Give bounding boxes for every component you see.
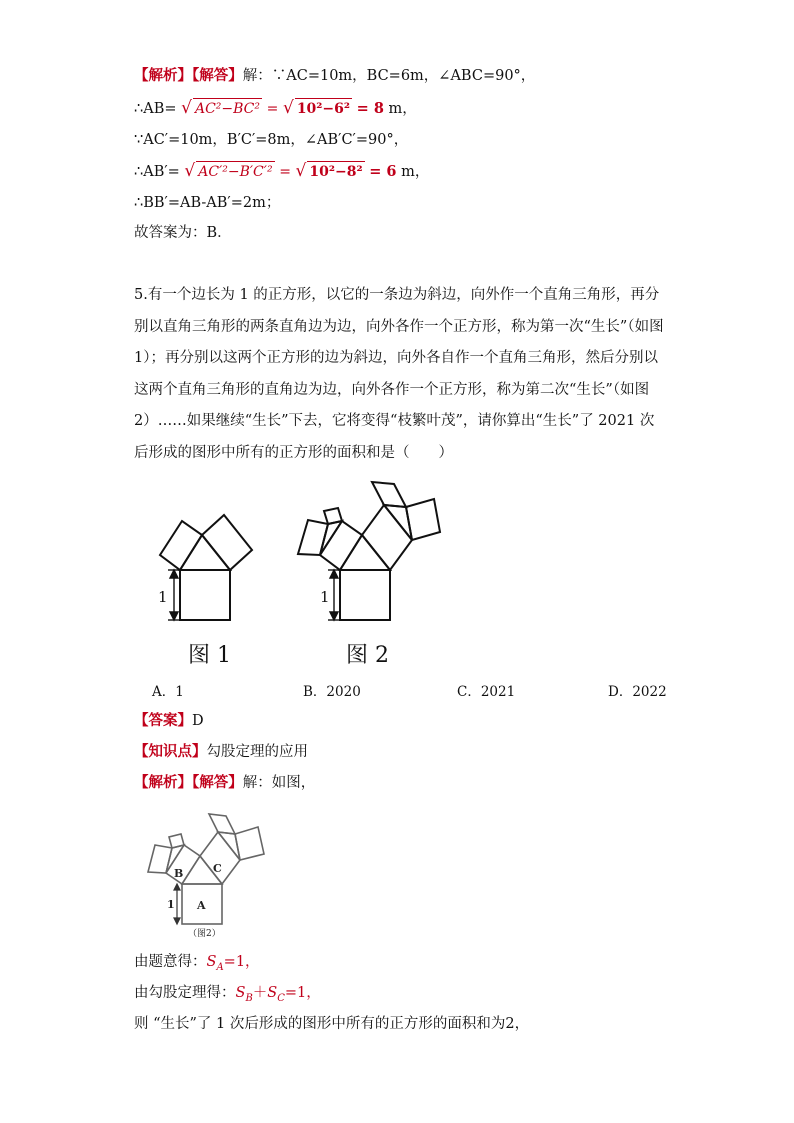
solution2-line2 xyxy=(134,983,321,1009)
solution2-l3-value: 2， xyxy=(505,1016,530,1032)
solution1-line6: 故答案为：B． xyxy=(134,225,232,241)
solution2-tag: 【解析】【解答】 xyxy=(134,774,243,791)
fig2-dim-label: 1 xyxy=(320,588,330,606)
solution2-l1-s: S xyxy=(206,954,217,970)
solution2-l2-sub1: B xyxy=(245,992,253,1004)
sqrt-icon: √ xyxy=(181,98,192,118)
sqrt-icon: √ xyxy=(282,98,294,118)
solution1-line2 xyxy=(134,98,417,119)
arrow-up-icon xyxy=(174,884,180,890)
knowledge-value: 勾股定理的应用 xyxy=(206,744,308,760)
solution1-l4-eq: = xyxy=(279,164,291,180)
arrow-down-icon xyxy=(174,918,180,924)
arrow-down-icon xyxy=(330,612,338,620)
fig3-label-one: 1 xyxy=(167,898,175,911)
fig2-left-sub2 xyxy=(324,508,342,524)
fig2-base-square xyxy=(340,570,390,620)
figure1-diagram xyxy=(150,490,280,630)
solution2-l2-sub2: C xyxy=(277,992,285,1004)
fig3-square-c xyxy=(200,832,240,884)
solution1-l4-prefix: ∴AB′= xyxy=(134,164,180,180)
fig2-right-sub2 xyxy=(406,499,440,540)
solution1-line5: ∴BB′=AB-AB′=2m； xyxy=(134,195,281,211)
solution2-l1-sub: A xyxy=(216,961,224,973)
fig2-right-square xyxy=(362,505,412,570)
solution1-l2-result: = 8 xyxy=(356,100,384,117)
solution1-line1 xyxy=(134,66,535,86)
knowledge-line xyxy=(134,742,308,762)
arrow-up-icon xyxy=(170,570,178,578)
answer-tag: 【答案】 xyxy=(134,712,192,729)
solution1-line3: ∵AC′=10m，B′C′=8m，∠AB′C′=90°， xyxy=(134,132,409,148)
solution1-l2-prefix: ∴AB= xyxy=(134,101,177,117)
fig3-caption: （图2） xyxy=(188,929,221,939)
solution2-rest: 解：如图， xyxy=(242,775,316,791)
solution2-l2-s2: S xyxy=(267,985,278,1001)
option-a: A．1 xyxy=(152,684,184,700)
fig1-base-square xyxy=(180,570,230,620)
fig3-left-sub2 xyxy=(169,834,184,848)
figure3-diagram xyxy=(140,812,275,942)
solution1-l4-unit: m， xyxy=(401,164,430,180)
knowledge-tag: 【知识点】 xyxy=(134,743,207,760)
solution1-tag: 【解析】【解答】 xyxy=(134,67,243,84)
arrow-up-icon xyxy=(330,570,338,578)
solution2-l2-plus: ＋ xyxy=(252,985,268,1001)
solution2-l1-rest: =1， xyxy=(223,954,260,970)
figure2-caption: 图 2 xyxy=(346,643,389,668)
solution1-line4 xyxy=(134,161,429,182)
solution1-l4-rad2: 10²−8² xyxy=(307,161,364,182)
solution2-l2-s1: S xyxy=(235,985,246,1001)
sqrt-icon: √ xyxy=(184,161,196,181)
question5-text: 5.有一个边长为 1 的正方形，以它的一条边为斜边，向外作一个直角三角形，再分别以直角三角形的两条直角边为边，向外各作一个正方形，称为第一次“生长”（如图 1）；再分别以这两个正方形的边为斜边，向外各自作一个直角三角形，然后分别以这两个直角三角形的直角边为边，向外各作一个正方形，称为第二次“生长”（如图 2）……如果继续“生长”下去，它将变得“枝繁叶茂”，请你算出“生长”了 2021 次后形成的图形中所有的正方形的面积和是（ ） xyxy=(134,287,664,461)
solution2-l2-rest: =1， xyxy=(284,985,321,1001)
solution1-l4-result: = 6 xyxy=(369,163,397,180)
solution1-line1-text: 解：∵AC=10m，BC=6m，∠ABC=90°， xyxy=(242,68,536,84)
solution2-l3-prefix: 则 “生长”了 1 次后形成的图形中所有的正方形的面积和为 xyxy=(134,1016,506,1032)
fig3-label-b: B xyxy=(174,867,184,880)
fig1-dim-label: 1 xyxy=(158,588,168,606)
fig3-label-c: C xyxy=(213,862,222,875)
solution2-line xyxy=(134,773,315,793)
solution1-l2-eq: = xyxy=(266,101,279,117)
option-b: B．2020 xyxy=(303,684,361,700)
answer-line xyxy=(134,711,204,731)
solution1-l4-rad1: AC′²−B′C′² xyxy=(196,161,274,182)
sqrt-icon: √ xyxy=(295,161,307,181)
solution1-l2-rad2: 10²−6² xyxy=(295,98,352,119)
fig2-right-triangle xyxy=(384,505,412,540)
option-c: C．2021 xyxy=(457,684,516,700)
fig2-left-triangle xyxy=(320,521,342,555)
fig3-label-a: A xyxy=(197,899,206,912)
fig3-right-sub1 xyxy=(209,814,235,834)
solution1-l2-unit: m， xyxy=(388,101,417,117)
solution2-line1 xyxy=(134,952,260,978)
fig2-right-sub1 xyxy=(372,482,406,507)
fig3-right-sub2 xyxy=(235,827,264,860)
option-d: D．2022 xyxy=(608,684,667,700)
fig1-left-square xyxy=(160,521,202,570)
arrow-down-icon xyxy=(170,612,178,620)
solution1-l2-rad1: AC²−BC² xyxy=(193,98,262,119)
solution2-l1-prefix: 由题意得： xyxy=(134,954,207,970)
fig1-right-square xyxy=(202,515,252,570)
solution2-line3 xyxy=(134,1014,529,1034)
answer-value: D xyxy=(192,713,204,729)
figure2-diagram xyxy=(290,480,450,630)
solution2-l2-prefix: 由勾股定理得： xyxy=(134,985,236,1001)
figure1-caption: 图 1 xyxy=(188,643,231,668)
